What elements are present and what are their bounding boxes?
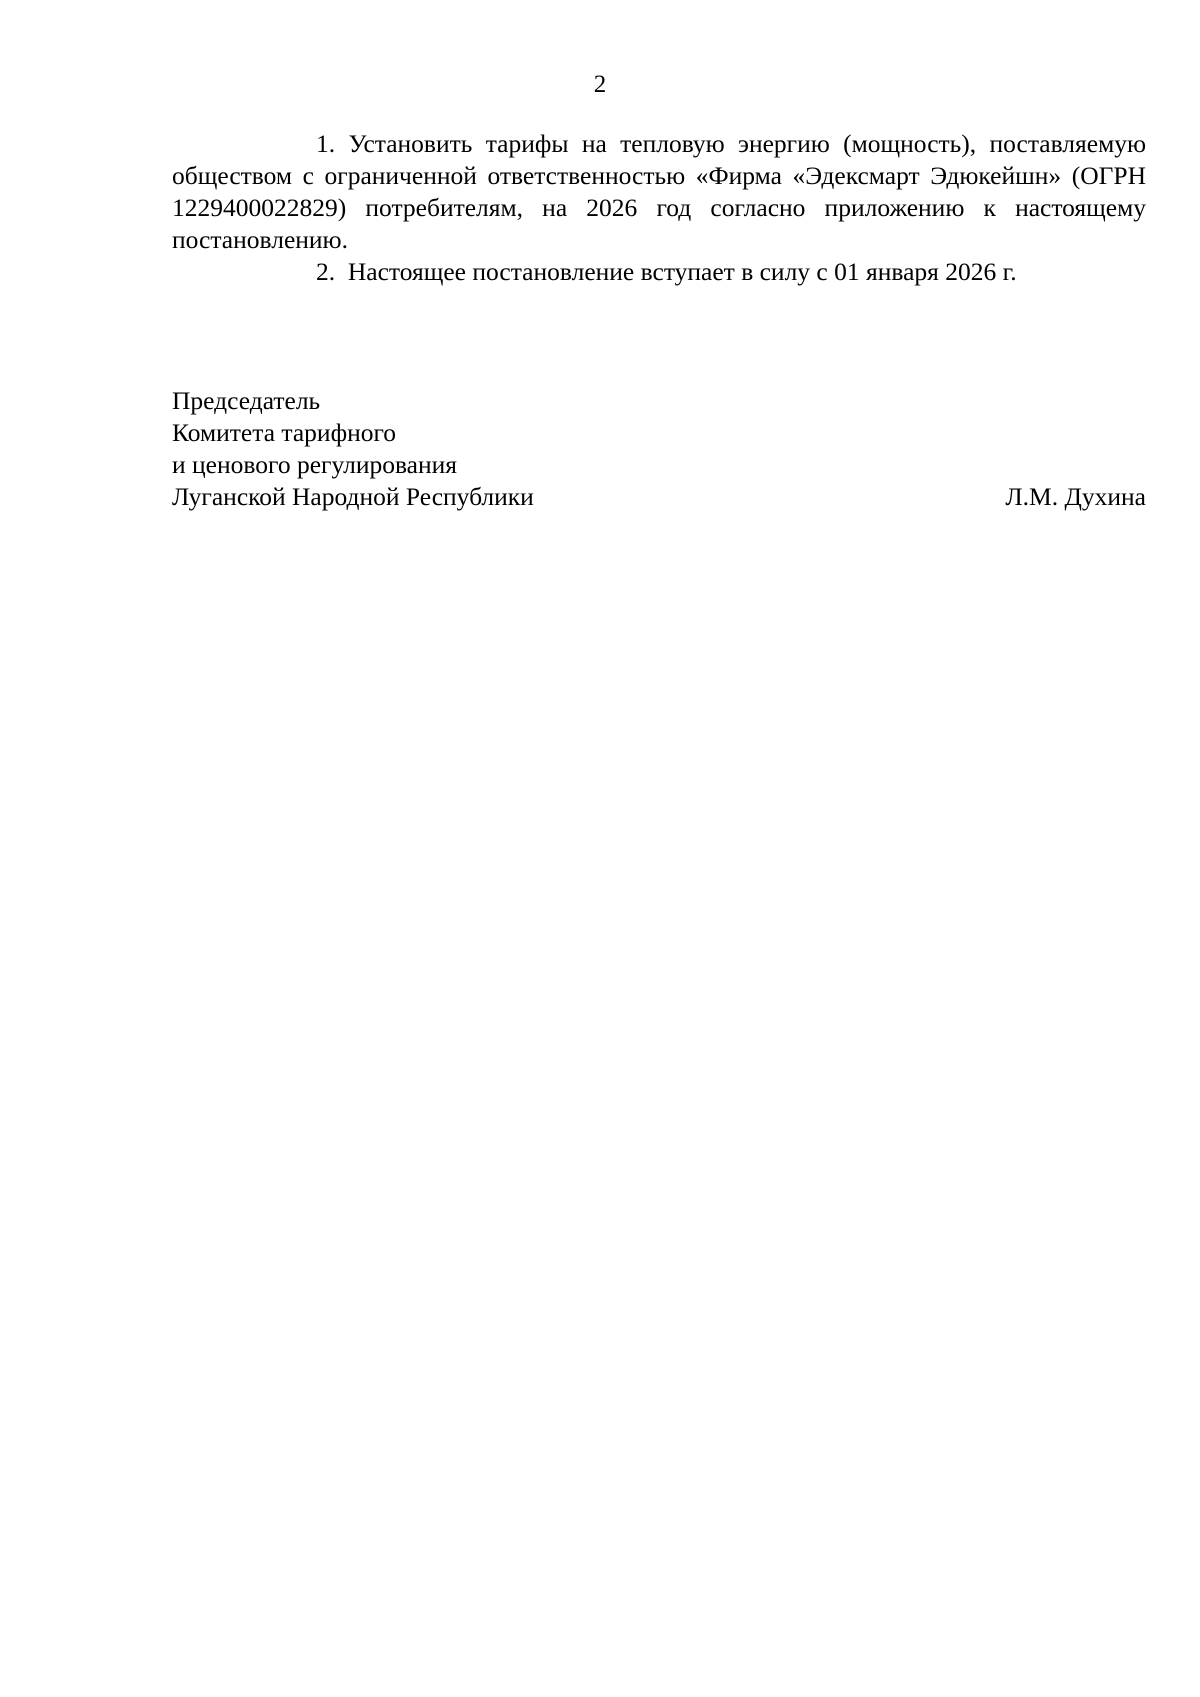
paragraph-1 [172, 128, 1146, 256]
signature-last-row [172, 481, 1146, 513]
page-number: 2 [593, 71, 607, 98]
paragraph-number: 1. [316, 129, 336, 158]
paragraph-number: 2. [316, 257, 336, 286]
signatory-title-line: и ценового регулирования [172, 450, 458, 479]
paragraph-text: Установить тарифы на тепловую энергию (мощность), поставляемую обществом с ограниченной ответственностью «Фирма «Эдексмарт Эдюкейшн» (ОГРН 1229400022829) потребителям, на 2026 год согласно приложению к настоящему постановлению. [172, 129, 1147, 254]
signatory-title-line: Председатель [172, 386, 321, 415]
document-body [172, 128, 1146, 288]
signature-block [172, 385, 1146, 513]
signatory-name: Л.М. Духина [1005, 482, 1146, 511]
paragraph-2 [172, 256, 1146, 288]
signatory-title-line: Луганской Народной Республики [172, 482, 534, 511]
paragraph-text: Настоящее постановление вступает в силу с 01 января 2026 г. [347, 257, 1017, 286]
signatory-title-line: Комитета тарифного [172, 418, 397, 447]
